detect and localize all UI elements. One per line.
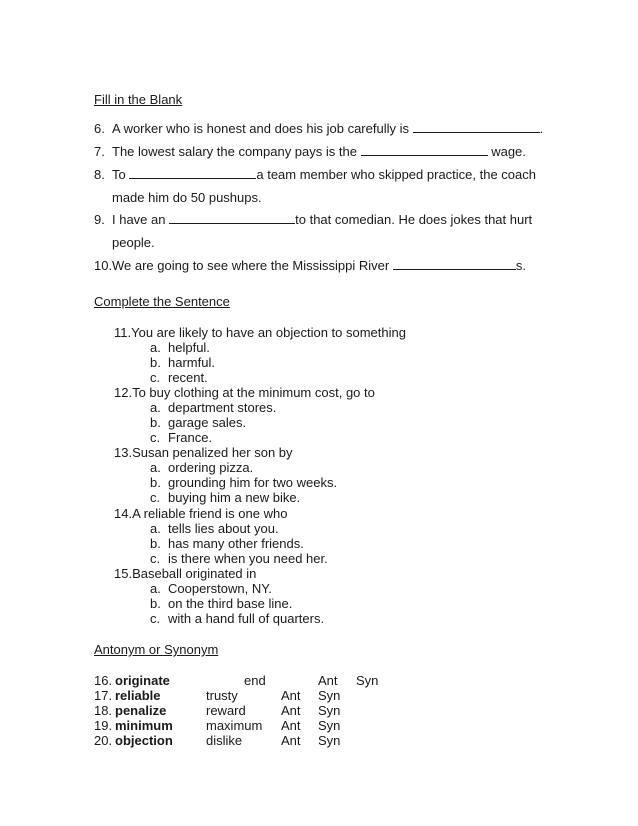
fill-item-8 — [94, 164, 534, 186]
item-text: A worker who is honest and does his job carefully is — [112, 121, 409, 136]
fill-item-6 — [94, 118, 544, 140]
vocab-word: originate — [115, 673, 170, 688]
option-11c: c. recent. — [150, 370, 208, 385]
antonym-synonym-heading: Antonym or Synonym — [94, 642, 219, 657]
option-13b: b. grounding him for two weeks. — [150, 475, 338, 490]
paired-word: reward — [206, 703, 246, 718]
complete-sentence-heading: Complete the Sentence — [94, 294, 230, 309]
option-12a: a. department stores. — [150, 400, 277, 415]
syn-choice[interactable]: Syn — [318, 718, 341, 733]
item-text: I have an — [112, 212, 166, 227]
option-14c: c. is there when you need her. — [150, 551, 328, 566]
syn-choice[interactable]: Syn — [318, 688, 341, 703]
answer-blank[interactable] — [361, 144, 488, 156]
fill-item-7 — [94, 141, 534, 163]
paired-word: maximum — [206, 718, 263, 733]
option-11b: b. harmful. — [150, 355, 215, 370]
ant-choice[interactable]: Ant — [318, 673, 338, 688]
item-number: 9. — [94, 212, 105, 227]
item-number: 7. — [94, 144, 105, 159]
ant-choice[interactable]: Ant — [281, 688, 301, 703]
item-text-after: wage. — [491, 144, 526, 159]
question-15: 15.Baseball originated in — [114, 566, 257, 581]
question-12: 12.To buy clothing at the minimum cost, go to — [114, 385, 375, 400]
option-11a: a. helpful. — [150, 340, 210, 355]
paired-word: trusty — [206, 688, 238, 703]
option-15a: a. Cooperstown, NY. — [150, 581, 272, 596]
item-text-after: . — [539, 121, 544, 136]
item-number: 10. — [94, 258, 113, 273]
question-13: 13.Susan penalized her son by — [114, 445, 293, 460]
item-text-after: s. — [515, 258, 526, 273]
option-13c: c. buying him a new bike. — [150, 490, 301, 505]
option-12c: c. France. — [150, 430, 213, 445]
answer-blank[interactable] — [169, 212, 295, 224]
vocab-word: minimum — [115, 718, 173, 733]
vocab-word: objection — [115, 733, 173, 748]
item-text: We are going to see where the Mississippi River — [112, 258, 390, 273]
item-text-line2: people. — [112, 235, 155, 250]
item-number: 6. — [94, 121, 105, 136]
item-text-line2: made him do 50 pushups. — [112, 190, 262, 205]
item-text-after: to that comedian. He does jokes that hurt — [295, 212, 533, 227]
question-14: 14.A reliable friend is one who — [114, 506, 288, 521]
question-11: 11.You are likely to have an objection to something — [114, 325, 406, 340]
paired-word: end — [244, 673, 266, 688]
option-15c: c. with a hand full of quarters. — [150, 611, 325, 626]
syn-choice[interactable]: Syn — [356, 673, 379, 688]
paired-word: dislike — [206, 733, 243, 748]
item-text-after: a team member who skipped practice, the coach — [256, 167, 536, 182]
vocab-word: penalize — [115, 703, 167, 718]
option-15b: b. on the third base line. — [150, 596, 293, 611]
answer-blank[interactable] — [413, 121, 540, 133]
ant-choice[interactable]: Ant — [281, 718, 301, 733]
row-number: 17. — [94, 688, 113, 703]
row-number: 18. — [94, 703, 113, 718]
answer-blank[interactable] — [129, 167, 256, 179]
fill-item-10 — [94, 255, 534, 277]
ant-choice[interactable]: Ant — [281, 703, 301, 718]
option-14a: a. tells lies about you. — [150, 521, 279, 536]
row-number: 19. — [94, 718, 113, 733]
option-13a: a. ordering pizza. — [150, 460, 254, 475]
syn-choice[interactable]: Syn — [318, 703, 341, 718]
option-12b: b. garage sales. — [150, 415, 247, 430]
item-text: To — [112, 167, 126, 182]
fill-in-blank-heading: Fill in the Blank — [94, 92, 183, 107]
syn-choice[interactable]: Syn — [318, 733, 341, 748]
option-14b: b. has many other friends. — [150, 536, 304, 551]
vocab-word: reliable — [115, 688, 161, 703]
answer-blank[interactable] — [393, 258, 516, 270]
item-number: 8. — [94, 167, 105, 182]
row-number: 20. — [94, 733, 113, 748]
ant-choice[interactable]: Ant — [281, 733, 301, 748]
row-number: 16. — [94, 673, 113, 688]
fill-item-9 — [94, 209, 534, 231]
item-text: The lowest salary the company pays is the — [112, 144, 357, 159]
